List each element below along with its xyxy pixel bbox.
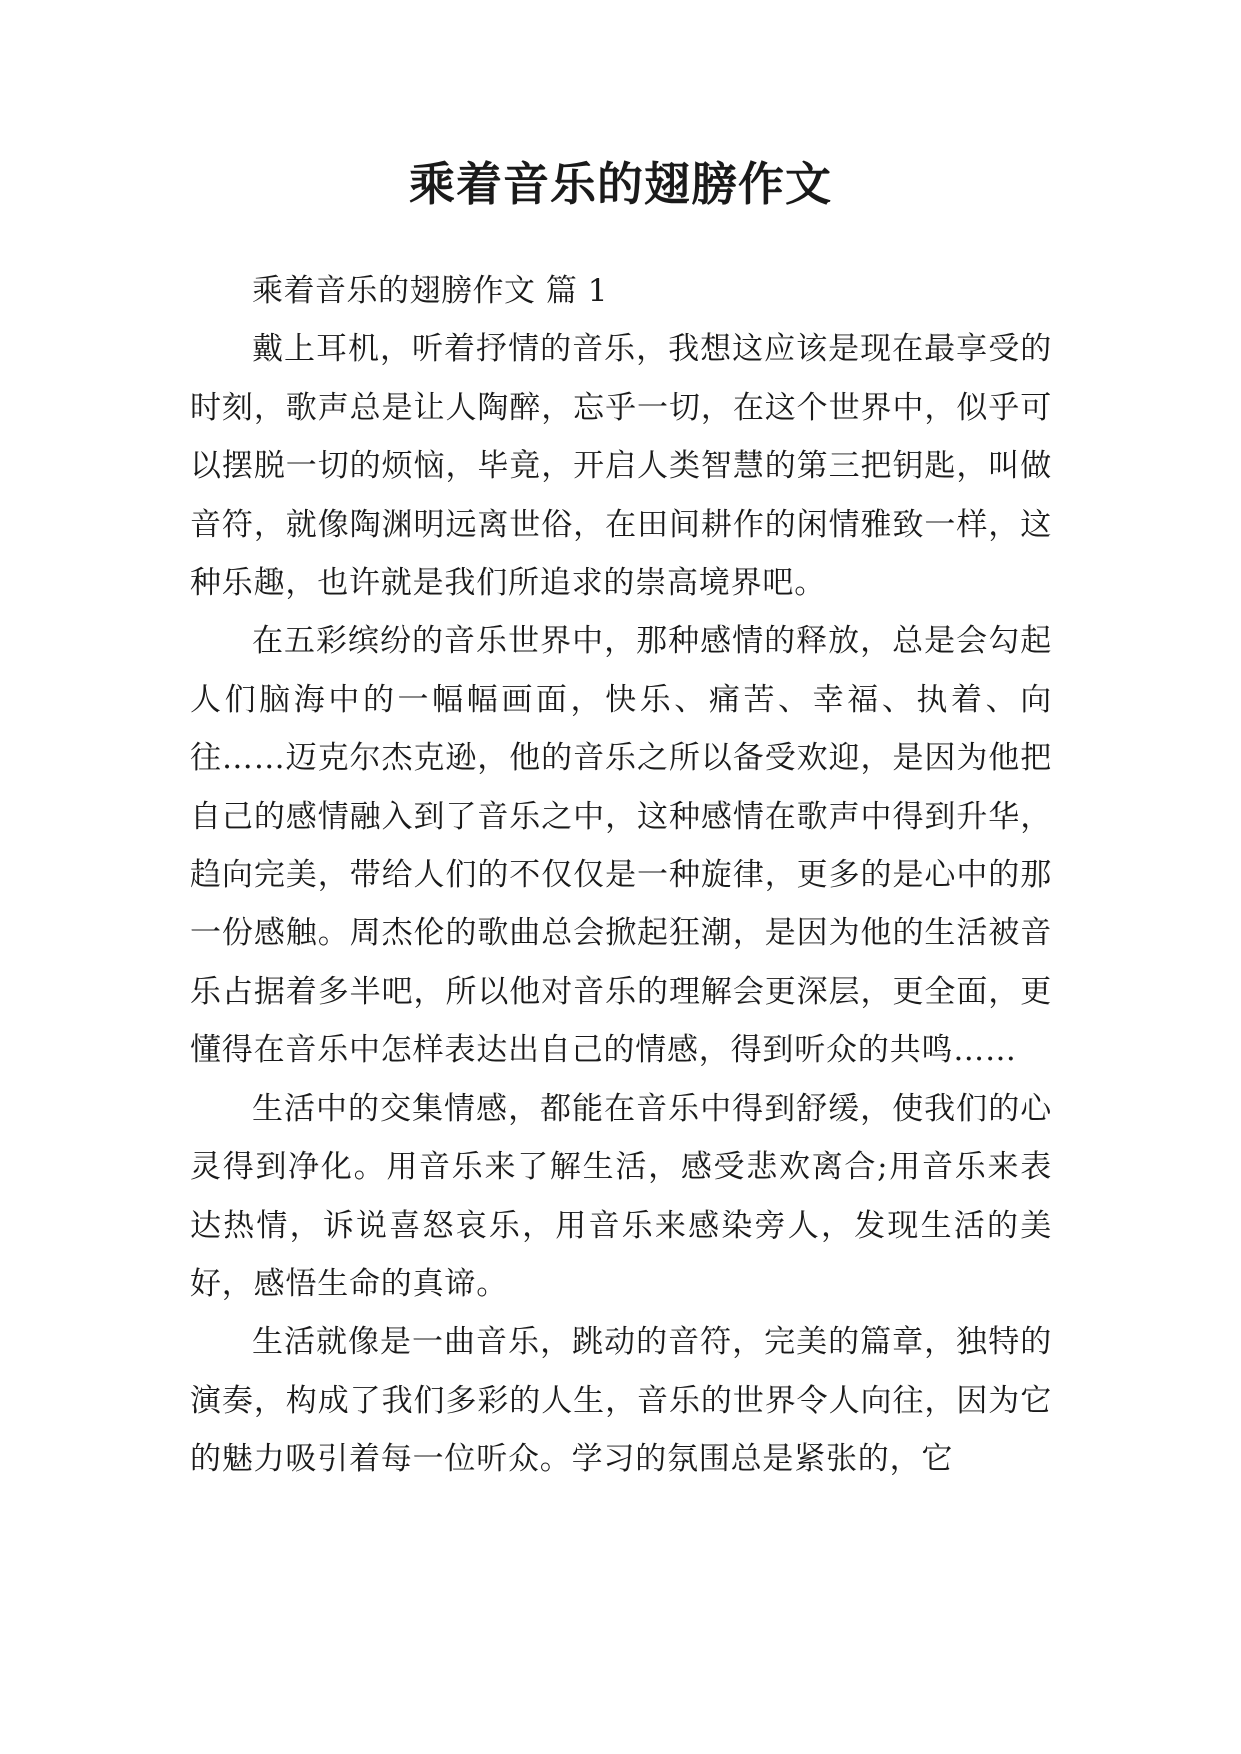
paragraph-4: 生活就像是一曲音乐，跳动的音符，完美的篇章，独特的演奏，构成了我们多彩的人生，音乐的世界令人向往，因为它的魅力吸引着每一位听众。学习的氛围总是紧张的，它 bbox=[190, 1324, 1052, 1478]
document-title: 乘着音乐的翅膀作文 bbox=[409, 157, 832, 211]
paragraph-2: 在五彩缤纷的音乐世界中，那种感情的释放，总是会勾起人们脑海中的一幅幅画面，快乐、痛苦、幸福、执着、向往……迈克尔杰克逊，他的音乐之所以备受欢迎，是因为他把自己的感情融入到了音乐之中，这种感情在歌声中得到升华，趋向完美，带给人们的不仅仅是一种旋律，更多的是心中的那一份感触。周杰伦的歌曲总会掀起狂潮，是因为他的生活被音乐占据着多半吧，所以他对音乐的理解会更深层，更全面，更懂得在音乐中怎样表达出自己的情感，得到听众的共鸣…… bbox=[190, 623, 1052, 1069]
document-body bbox=[190, 262, 1052, 1489]
paragraph-3: 生活中的交集情感，都能在音乐中得到舒缓，使我们的心灵得到净化。用音乐来了解生活，感受悲欢离合;用音乐来表达热情，诉说喜怒哀乐，用音乐来感染旁人，发现生活的美好，感悟生命的真谛。 bbox=[190, 1090, 1052, 1302]
section-heading: 乘着音乐的翅膀作文 篇 1 bbox=[252, 273, 608, 309]
paragraph-1: 戴上耳机，听着抒情的音乐，我想这应该是现在最享受的时刻，歌声总是让人陶醉，忘乎一切，在这个世界中，似乎可以摆脱一切的烦恼，毕竟，开启人类智慧的第三把钥匙，叫做音符，就像陶渊明远离世俗，在田间耕作的闲情雅致一样，这种乐趣，也许就是我们所追求的崇高境界吧。 bbox=[190, 331, 1052, 602]
